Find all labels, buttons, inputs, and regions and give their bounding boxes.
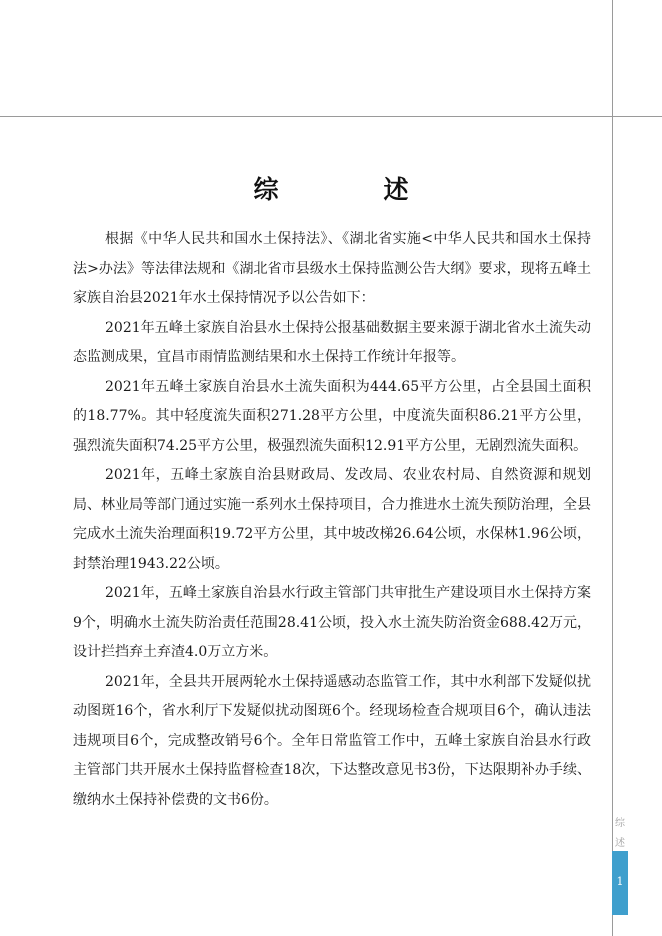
- paragraph-erosion-area: 2021年五峰土家族自治县水土流失面积为444.65平方公里，占全县国土面积的18.77%。其中轻度流失面积271.28平方公里，中度流失面积86.21平方公里，强烈流失面积74.25平方公里，极强烈流失面积12.91平方公里，无剧烈流失面积。: [73, 378, 591, 454]
- margin-divider: [612, 0, 613, 936]
- body-text: [73, 225, 591, 815]
- page-title: 综 述: [253, 175, 449, 204]
- side-tab-char: 综: [615, 818, 625, 829]
- paragraph-data-source: 2021年五峰土家族自治县水土保持公报基础数据主要来源于湖北省水土流失动态监测成果，宜昌市雨情监测结果和水土保持工作统计年报等。: [73, 319, 591, 365]
- paragraph-treatment: 2021年，五峰土家族自治县财政局、发改局、农业农村局、自然资源和规划局、林业局等部门通过实施一系列水土保持项目，合力推进水土流失预防治理，全县完成水土流失治理面积19.72平方公里，其中坡改梯26.64公顷，水保林1.96公顷，封禁治理1943.22公顷。: [73, 467, 591, 572]
- paragraph-approval: 2021年，五峰土家族自治县水行政主管部门共审批生产建设项目水土保持方案9个，明确水土流失防治责任范围28.41公顷，投入水土流失防治资金688.42万元，设计拦挡弃土弃渣4.0万立方米。: [73, 585, 591, 660]
- paragraph-supervision: 2021年，全县共开展两轮水土保持遥感动态监管工作，其中水利部下发疑似扰动图斑16个，省水利厅下发疑似扰动图斑6个。经现场检查合规项目6个，确认违法违规项目6个，完成整改销号6个。全年日常监管工作中，五峰土家族自治县水行政主管部门共开展水土保持监督检查18次，下达整改意见书3份，下达限期补办手续、缴纳水土保持补偿费的文书6份。: [73, 673, 591, 808]
- paragraph-intro: 根据《中华人民共和国水土保持法》、《湖北省实施<中华人民共和国水土保持法>办法》等法律法规和《湖北省市县级水土保持监测公告大纲》要求，现将五峰土家族自治县2021年水土保持情况予以公告如下：: [73, 231, 591, 306]
- side-tab-char: 述: [615, 838, 625, 849]
- side-tab-label: [613, 814, 627, 854]
- page-number: 1: [616, 875, 624, 888]
- header-divider: [0, 116, 662, 117]
